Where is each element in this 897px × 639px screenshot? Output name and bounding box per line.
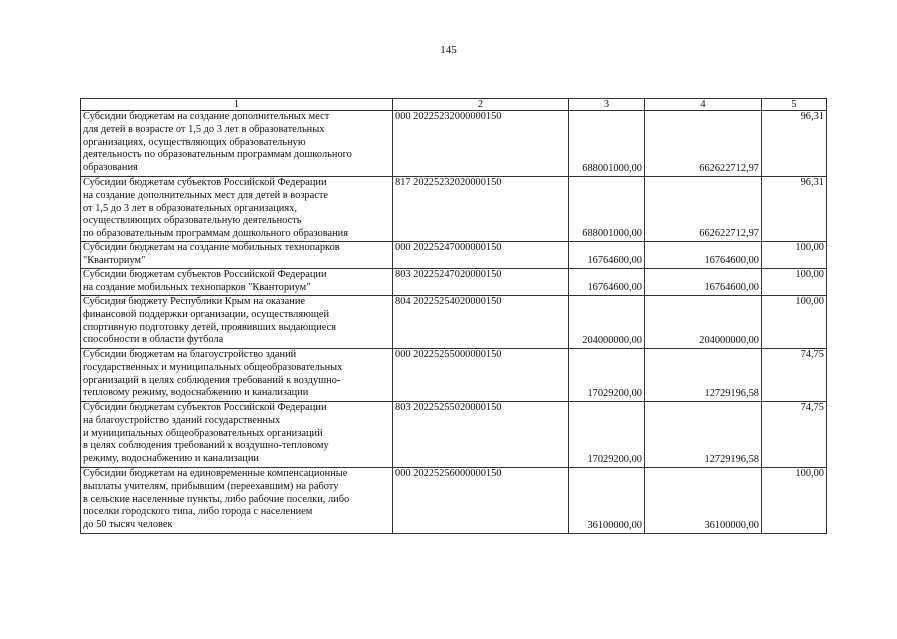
actual-amount-cell: 16764600,00 xyxy=(645,268,762,295)
income-name-cell: Субсидии бюджетам на создание мобильных технопарков "Кванториум" xyxy=(81,241,393,268)
column-header: 5 xyxy=(762,99,827,111)
column-header: 2 xyxy=(393,99,569,111)
plan-amount-cell: 16764600,00 xyxy=(569,241,645,268)
actual-amount-cell: 16764600,00 xyxy=(645,241,762,268)
income-name-cell: Субсидии бюджетам на благоустройство зданий государственных и муниципальных общеобразовательных организаций в целях соблюдения требований к воздушно- тепловому режиму, водоснабжению и канализации xyxy=(81,348,393,401)
actual-amount-cell: 36100000,00 xyxy=(645,467,762,533)
page-number: 145 xyxy=(440,44,457,56)
budget-code-cell: 817 20225232020000150 xyxy=(393,177,569,242)
plan-amount-cell: 688001000,00 xyxy=(569,177,645,242)
budget-table xyxy=(80,98,827,534)
budget-code-cell: 803 20225247020000150 xyxy=(393,268,569,295)
plan-amount-cell: 16764600,00 xyxy=(569,268,645,295)
plan-amount-cell: 17029200,00 xyxy=(569,401,645,467)
budget-code-cell: 000 20225232000000150 xyxy=(393,111,569,177)
budget-code-cell: 000 20225255000000150 xyxy=(393,348,569,401)
income-name-cell: Субсидия бюджету Республики Крым на оказание финансовой поддержки организации, осуществляющей спортивную подготовку детей, проявивших выдающиеся способности в области футбола xyxy=(81,295,393,348)
budget-code-cell: 803 20225255020000150 xyxy=(393,401,569,467)
table-row xyxy=(81,177,827,242)
income-name-cell: Субсидии бюджетам субъектов Российской Федерации на благоустройство зданий государственных и муниципальных общеобразовательных организаций в целях соблюдения требований к воздушно-тепловому режиму, водоснабжению и канализации xyxy=(81,401,393,467)
income-name-cell: Субсидии бюджетам субъектов Российской Федерации на создание мобильных технопарков "Кванториум" xyxy=(81,268,393,295)
percent-cell: 100,00 xyxy=(762,295,827,348)
actual-amount-cell: 662622712,97 xyxy=(645,111,762,177)
income-name-cell: Субсидии бюджетам субъектов Российской Федерации на создание дополнительных мест для детей в возрасте от 1,5 до 3 лет в образовательных организациях, осуществляющих образовательную деятельность по образовательным программам дошкольного образования xyxy=(81,177,393,242)
budget-code-cell: 000 20225247000000150 xyxy=(393,241,569,268)
plan-amount-cell: 17029200,00 xyxy=(569,348,645,401)
table-row xyxy=(81,268,827,295)
actual-amount-cell: 662622712,97 xyxy=(645,177,762,242)
actual-amount-cell: 12729196,58 xyxy=(645,401,762,467)
percent-cell: 100,00 xyxy=(762,241,827,268)
percent-cell: 74,75 xyxy=(762,348,827,401)
actual-amount-cell: 204000000,00 xyxy=(645,295,762,348)
table-row xyxy=(81,467,827,533)
percent-cell: 74,75 xyxy=(762,401,827,467)
table-header-row xyxy=(81,99,827,111)
table-row xyxy=(81,111,827,177)
plan-amount-cell: 36100000,00 xyxy=(569,467,645,533)
plan-amount-cell: 204000000,00 xyxy=(569,295,645,348)
table-row xyxy=(81,295,827,348)
table-row xyxy=(81,241,827,268)
percent-cell: 100,00 xyxy=(762,268,827,295)
income-name-cell: Субсидии бюджетам на создание дополнительных мест для детей в возрасте от 1,5 до 3 лет в образовательных организациях, осуществляющих образовательную деятельность по образовательным программам дошкольного образования xyxy=(81,111,393,177)
percent-cell: 100,00 xyxy=(762,467,827,533)
column-header: 1 xyxy=(81,99,393,111)
budget-code-cell: 000 20225256000000150 xyxy=(393,467,569,533)
table-row xyxy=(81,401,827,467)
plan-amount-cell: 688001000,00 xyxy=(569,111,645,177)
income-name-cell: Субсидии бюджетам на единовременные компенсационные выплаты учителям, прибывшим (переехавшим) на работу в сельские населенные пункты, либо рабочие поселки, либо поселки городского типа, либо города с населением до 50 тысяч человек xyxy=(81,467,393,533)
actual-amount-cell: 12729196,58 xyxy=(645,348,762,401)
percent-cell: 96,31 xyxy=(762,111,827,177)
percent-cell: 96,31 xyxy=(762,177,827,242)
column-header: 3 xyxy=(569,99,645,111)
table-row xyxy=(81,348,827,401)
column-header: 4 xyxy=(645,99,762,111)
budget-code-cell: 804 20225254020000150 xyxy=(393,295,569,348)
